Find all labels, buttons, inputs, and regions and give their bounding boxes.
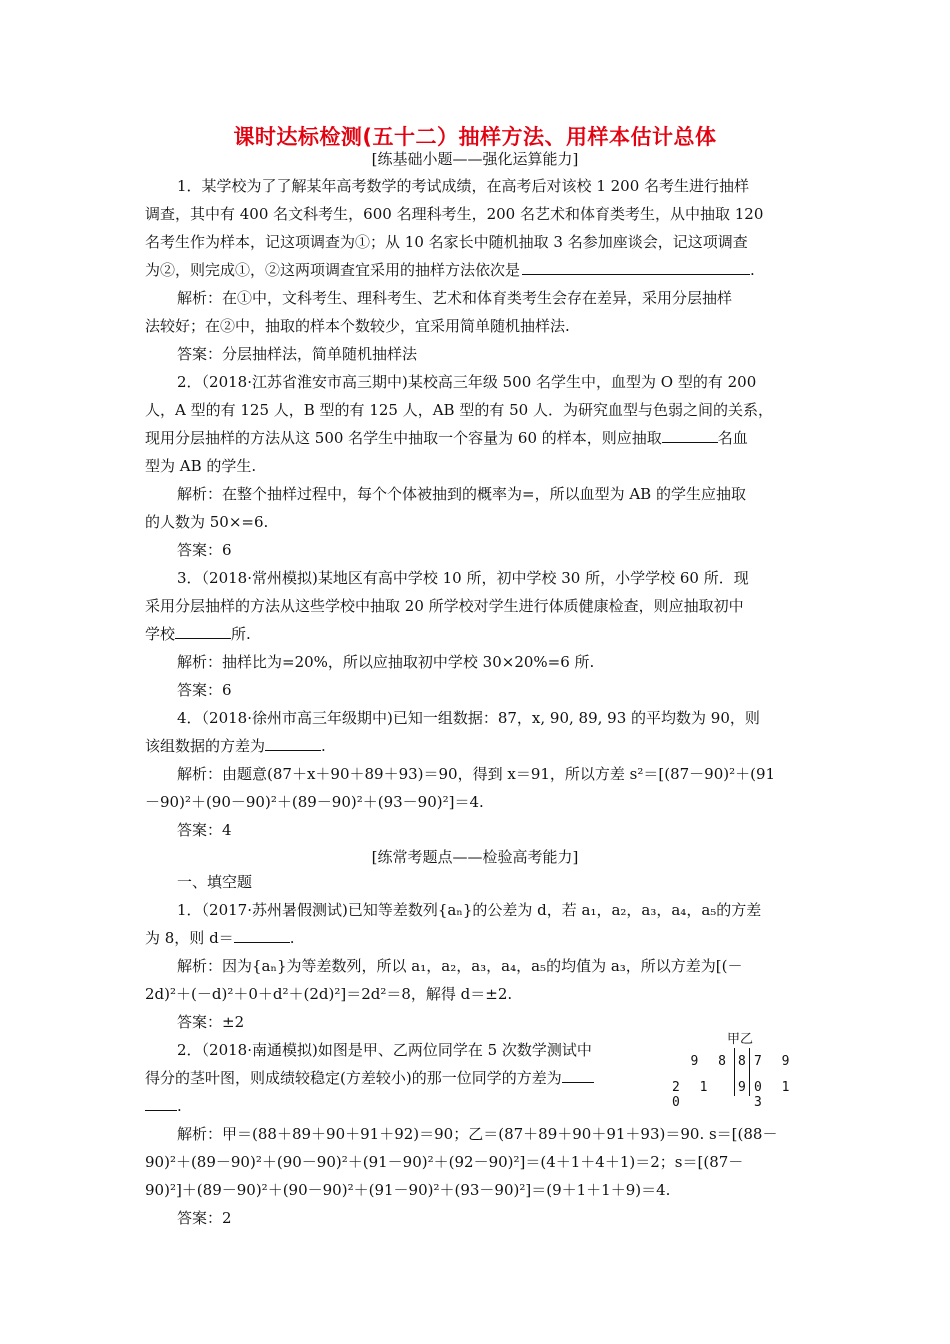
p2-line: [145, 1068, 594, 1088]
fill-heading: 一、填空题: [177, 873, 253, 891]
a1-line: 法较好；在②中，抽取的样本个数较少，宜采用简单随机抽样法.: [145, 317, 570, 335]
p1-line: [145, 928, 294, 948]
answer-blank: [234, 928, 290, 943]
q2-line: [145, 428, 748, 448]
page-title: 课时达标检测(五十二）抽样方法、用样本估计总体: [233, 125, 717, 149]
answer-blank: [175, 624, 231, 639]
b2-line: 90)²]＋(89－90)²＋(90－90)²＋(91－90)²＋(93－90)²]＝(9＋1＋1＋9)＝4.: [145, 1181, 671, 1199]
p1-line: 1．（2017·苏州暑假测试)已知等差数列{aₙ}的公差为 d，若 a₁，a₂，a₃，a₄，a₅的方差: [177, 901, 762, 919]
q3-end: 所.: [231, 625, 251, 643]
a2-line: 解析：在整个抽样过程中，每个个体被抽到的概率为=，所以血型为 AB 的学生应抽取: [177, 485, 746, 503]
p2-text: 得分的茎叶图，则成绩较稳定(方差较小)的那一位同学的方差为: [145, 1069, 562, 1087]
answer-blank: [265, 736, 321, 751]
a4-line: －90)²＋(90－90)²＋(89－90)²＋(93－90)²]＝4.: [145, 793, 484, 811]
q3-text: 学校: [145, 625, 176, 643]
a3-line: 解析：抽样比为=20%，所以应抽取初中学校 30×20%=6 所.: [177, 653, 595, 671]
a1-answer: 答案：分层抽样法，简单随机抽样法: [177, 345, 418, 363]
answer-blank: [662, 428, 718, 443]
a2-answer: 答案：6: [177, 541, 232, 559]
right-leaves: 7 9: [754, 1054, 796, 1069]
answer-blank: [145, 1096, 177, 1111]
q1-line: 调查，其中有 400 名文科考生，600 名理科考生，200 名艺术和体育类考生，从中抽取 120: [145, 205, 764, 223]
p2-line: [145, 1096, 182, 1116]
q2-end: 名血: [717, 429, 748, 447]
q4-line: [145, 736, 326, 756]
q4-line: 4．（2018·徐州市高三年级期中)已知一组数据：87，x, 90, 89, 93 的平均数为 90，则: [177, 709, 760, 727]
a4-line: 解析：由题意(87＋x＋90＋89＋93)＝90，得到 x＝91，所以方差 s²＝[(87－90)²＋(91: [177, 765, 776, 783]
section-heading-basic: [练基础小题——强化运算能力]: [371, 150, 579, 168]
q1-text: 为②，则完成①，②这两项调查宜采用的抽样方法依次是: [145, 261, 521, 279]
q3-line: 采用分层抽样的方法从这些学校中抽取 20 所学校对学生进行体质健康检查，则应抽取初中: [145, 597, 744, 615]
p1-text: 为 8，则 d＝: [145, 929, 234, 947]
q1-line: [145, 260, 755, 280]
b1-answer: 答案：±2: [177, 1013, 245, 1031]
answer-blank: [522, 260, 750, 275]
q2-text: 现用分层抽样的方法从这 500 名学生中抽取一个容量为 60 的样本，则应抽取: [145, 429, 662, 447]
stem-divider: [749, 1048, 750, 1096]
stem-leaf-header: 甲乙: [727, 1032, 754, 1047]
q1-end: .: [750, 261, 755, 279]
stem: 9: [738, 1080, 746, 1095]
q2-line: 2．（2018·江苏省淮安市高三期中)某校高三年级 500 名学生中，血型为 O 型的有 200: [177, 373, 757, 391]
b2-answer: 答案：2: [177, 1209, 232, 1227]
b2-line: 解析：甲＝(88＋89＋90＋91＋92)＝90；乙＝(87＋89＋90＋91＋93)＝90. s＝[(88－: [177, 1125, 778, 1143]
left-leaves: 2 1 0: [672, 1080, 714, 1110]
q2-line: 型为 AB 的学生.: [145, 457, 257, 475]
left-leaves: 9 8: [690, 1054, 732, 1069]
q3-line: [145, 624, 251, 644]
b1-line: 解析：因为{aₙ}为等差数列，所以 a₁，a₂，a₃，a₄，a₅的均值为 a₃，所以方差为[(－: [177, 957, 743, 975]
p2-end: .: [177, 1097, 182, 1115]
stem-leaf-plot: [672, 1028, 812, 1110]
q3-line: 3．（2018·常州模拟)某地区有高中学校 10 所，初中学校 30 所，小学学校 60 所．现: [177, 569, 749, 587]
a4-answer: 答案：4: [177, 821, 232, 839]
right-leaves: 0 1 3: [754, 1080, 796, 1110]
p2-line: 2．（2018·南通模拟)如图是甲、乙两位同学在 5 次数学测试中: [177, 1041, 592, 1059]
a3-answer: 答案：6: [177, 681, 232, 699]
p1-end: .: [289, 929, 295, 947]
answer-blank: [562, 1068, 594, 1083]
q2-line: 人，A 型的有 125 人，B 型的有 125 人，AB 型的有 50 人．为研究血型与色弱之间的关系，: [145, 401, 773, 419]
section-heading-exam: [练常考题点——检验高考能力]: [371, 848, 579, 866]
q4-end: .: [321, 737, 326, 755]
q1-line: 名考生作为样本，记这项调查为①；从 10 名家长中随机抽取 3 名参加座谈会，记这项调查: [145, 233, 748, 251]
a2-line: 的人数为 50×=6.: [145, 513, 269, 531]
a1-line: 解析：在①中，文科考生、理科考生、艺术和体育类考生会存在差异，采用分层抽样: [177, 289, 733, 307]
q1-line: 1．某学校为了了解某年高考数学的考试成绩，在高考后对该校 1 200 名考生进行抽样: [177, 177, 750, 195]
stem: 8: [738, 1054, 746, 1069]
q4-text: 该组数据的方差为: [145, 737, 266, 755]
b2-line: 90)²＋(89－90)²＋(90－90)²＋(91－90)²＋(92－90)²]＝(4＋1＋4＋1)＝2；s＝[(87－: [145, 1153, 744, 1171]
b1-line: 2d)²＋(－d)²＋0＋d²＋(2d)²]＝2d²＝8，解得 d＝±2.: [145, 985, 513, 1003]
stem-divider: [734, 1048, 735, 1096]
